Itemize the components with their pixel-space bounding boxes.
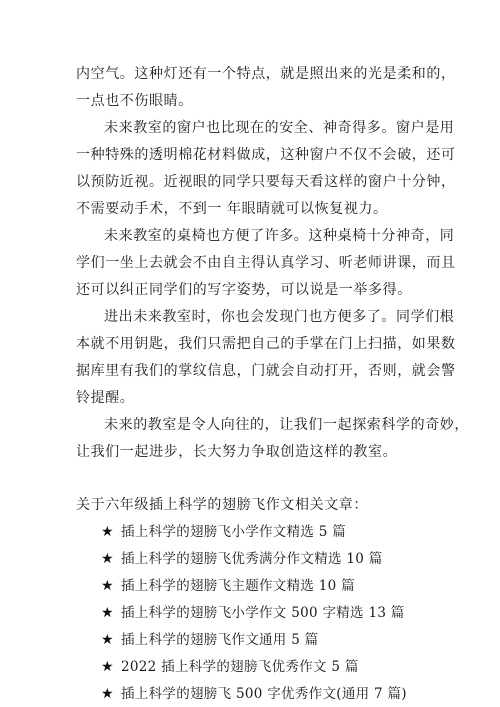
related-article-title: 插上科学的翅膀飞小学作文 500 字精选 13 篇 <box>121 605 405 621</box>
paragraph-1-line-1: 内空气。这种灯还有一个特点，就是照出来的光是柔和的， <box>76 66 456 82</box>
paragraph-2-line-1: 未来教室的窗户也比现在的安全、神奇得多。窗户是用 <box>104 120 455 136</box>
star-bullet-icon: ★ <box>101 578 114 594</box>
related-article-link[interactable] <box>101 603 405 623</box>
star-bullet-icon: ★ <box>101 632 114 648</box>
paragraph-2-line-4: 不需要动手术，不到一 年眼睛就可以恢复视力。 <box>76 201 388 217</box>
star-bullet-icon: ★ <box>101 605 114 621</box>
related-article-title: 插上科学的翅膀飞优秀满分作文精选 10 篇 <box>121 551 383 567</box>
star-bullet-icon: ★ <box>101 551 114 567</box>
related-article-title: 插上科学的翅膀飞 500 字优秀作文(通用 7 篇) <box>121 686 407 702</box>
paragraph-3-line-3: 还可以纠正同学们的写字姿势，可以说是一举多得。 <box>76 282 412 298</box>
paragraph-4-line-3: 据库里有我们的掌纹信息，门就会自动打开，否则，就会警 <box>76 363 456 379</box>
paragraph-4-line-4: 铃提醒。 <box>76 390 135 406</box>
related-article-link[interactable] <box>101 549 383 569</box>
star-bullet-icon: ★ <box>101 524 114 540</box>
paragraph-5-line-1: 未来的教室是令人向往的，让我们一起探索科学的奇妙， <box>104 417 469 433</box>
related-article-link[interactable] <box>101 684 407 704</box>
related-article-link[interactable] <box>101 657 359 677</box>
paragraph-1-line-2: 一点也不伤眼睛。 <box>76 93 193 109</box>
paragraph-2-line-2: 一种特殊的透明棉花材料做成，这种窗户不仅不会破，还可 <box>76 147 456 163</box>
related-article-title: 插上科学的翅膀飞主题作文精选 10 篇 <box>121 578 355 594</box>
related-article-link[interactable] <box>101 576 355 596</box>
related-article-title: 插上科学的翅膀飞作文通用 5 篇 <box>121 632 319 648</box>
paragraph-3-line-1: 未来教室的桌椅也方便了许多。这种桌椅十分神奇，同 <box>104 228 455 244</box>
related-article-link[interactable] <box>101 522 346 542</box>
paragraph-3-line-2: 学们一坐上去就会不由自主得认真学习、听老师讲课，而且 <box>76 255 456 271</box>
paragraph-4-line-2: 本就不用钥匙，我们只需把自己的手掌在门上扫描，如果数 <box>76 336 456 352</box>
related-article-title: 2022 插上科学的翅膀飞优秀作文 5 篇 <box>121 659 359 675</box>
related-articles-heading: 关于六年级插上科学的翅膀飞作文相关文章： <box>76 497 368 513</box>
star-bullet-icon: ★ <box>101 659 114 675</box>
paragraph-5-line-2: 让我们一起进步，长大努力争取创造这样的教室。 <box>76 444 398 460</box>
star-bullet-icon: ★ <box>101 686 114 702</box>
related-article-title: 插上科学的翅膀飞小学作文精选 5 篇 <box>121 524 347 540</box>
related-article-link[interactable] <box>101 630 318 650</box>
paragraph-2-line-3: 以预防近视。近视眼的同学只要每天看这样的窗户十分钟， <box>76 174 456 190</box>
paragraph-4-line-1: 进出未来教室时，你也会发现门也方便多了。同学们根 <box>104 309 455 325</box>
